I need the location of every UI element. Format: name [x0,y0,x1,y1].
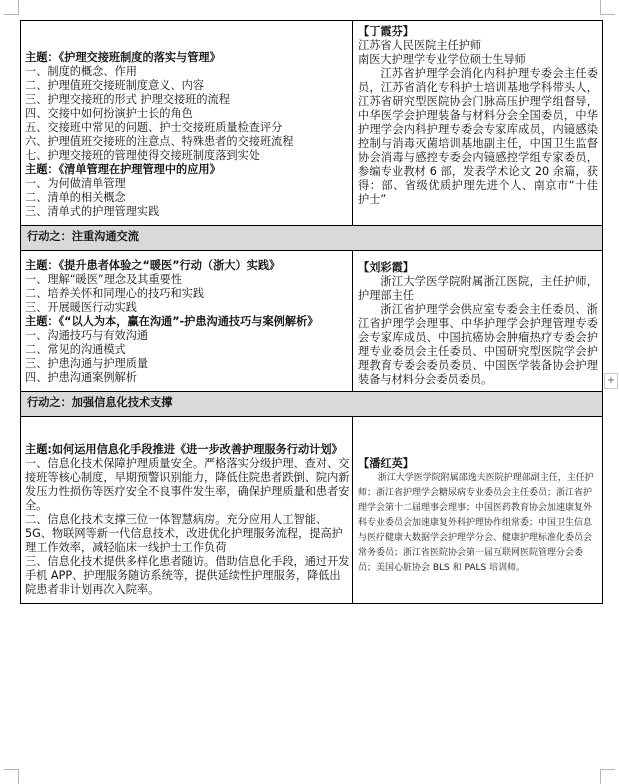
topic-item: 一、为何做清单管理 [25,177,126,190]
topic-item: 二、信息化技术支撑三位一体智慧病房。充分应用人工智能、5G、物联网等新一代信息技术，改进优化护理服务流程，提高护理工作效率，减轻临床一线护士工作负荷 [25,513,343,554]
crop-mark-top-left [4,0,19,15]
topics-cell [21,21,353,226]
topic-item: 三、开展暖医行动实践 [25,301,137,314]
topic-item: 一、制度的概念、作用 [25,65,137,78]
topic-title: 主题:如何运用信息化手段推进《进一步改善护理服务行动计划》 [25,443,343,456]
section-bar [21,392,603,417]
add-column-handle[interactable]: + [604,373,618,389]
section-bar [21,226,603,251]
topic-item: 一、信息化技术保障护理质量安全。严格落实分级护理、查对、交接班等核心制度，早期预警识别能力，降低住院患者跌倒、院内新发压力性损伤等医疗安全不良事件发生率，确保护理质量和患者安全。 [25,457,350,512]
speaker-cell [353,417,603,604]
topic-title: 主题：《护理交接班制度的落实与管理》 [25,51,221,64]
section-row [21,251,603,392]
topic-item: 三、信息化技术提供多样化患者随访。借助信息化手段，通过开发手机 APP、护理服务随访系统等，提供延续性护理服务，降低出院患者非计划再次入院率。 [25,555,350,596]
speaker-bio: 浙江大学医学院附属浙江医院，主任护师，护理部主任 [358,275,598,302]
topics-cell [21,251,353,392]
speaker-title-line: 南医大护理学专业学位硕士生导师 [358,53,526,66]
topic-title: 主题：《清单管理在护理管理中的应用》 [25,163,221,176]
topic-item: 三、护患沟通与护理质量 [25,357,149,370]
speaker-bio: 江苏省护理学会消化内科护理专委会主任委员，江苏省消化专科护士培训基地学科带头人，江苏省研究型医院协会门脉高压护理学组督导，中华医学会护理装备与材料分会全国委员，中华护理学会内科护理专委会专家库成员，内镜感染控制与消毒灭菌培训基地副主任，中国卫生监督协会消毒与感控专委会内镜感控学组专家委员，参编专业教材 6 部，发表学术论文 20 余篇，获得：部、省级优质护理先进个人、南京市“十佳护士” [358,67,598,206]
topic-item: 七、护理交接班的管理使得交接班制度落到实处 [25,149,260,162]
topic-item: 三、清单式的护理管理实践 [25,205,160,218]
topic-item: 三、护理交接班的形式 护理交接班的流程 [25,93,230,106]
topic-item: 六、护理值班交接班的注意点、特殊患者的交接班流程 [25,135,294,148]
speaker-name: 【丁霞芬】 [358,25,414,38]
topic-title: 主题：《提升患者体验之“暖医”行动（浙大）实践》 [25,259,281,272]
topic-item: 二、常见的沟通模式 [25,343,126,356]
section-heading: 行动之：注重沟通交流 [21,226,603,251]
topic-item: 四、护患沟通案例解析 [25,371,137,384]
crop-mark-bottom-right [600,769,615,784]
speaker-cell [353,251,603,392]
speaker-title-line: 江苏省人民医院主任护师 [358,39,482,52]
section-row [21,417,603,604]
speaker-name: 【潘红英】 [358,457,414,470]
speaker-cell [353,21,603,226]
topic-item: 一、理解“暖医”理念及其重要性 [25,273,183,286]
section-heading: 行动之：加强信息化技术支撑 [21,392,603,417]
topic-item: 二、护理值班交接班制度意义、内容 [25,79,205,92]
speaker-bio-detail: 浙江省护理学会供应室专委会主任委员、浙江省护理学会理事、中华护理学会护理管理专委会专家库成员、中国抗癌协会肿瘤热疗专委会护理专业委员会主任委员、中国研究型医院学会护理教育专委会委员委员、中国医学装备协会护理装备与材料分会委员委员。 [358,303,598,386]
topic-item: 二、清单的相关概念 [25,191,126,204]
topic-item: 一、沟通技巧与有效沟通 [25,329,149,342]
crop-mark-top-right [600,0,615,15]
section-row [21,21,603,226]
schedule-table [20,20,603,604]
topic-item: 四、交接中如何扮演护士长的角色 [25,107,193,120]
topics-cell [21,417,353,604]
speaker-name: 【刘彩霞】 [358,261,414,274]
topic-item: 五、交接班中常见的问题、护士交接班质量检查评分 [25,121,283,134]
crop-mark-bottom-left [4,769,19,784]
topic-item: 二、培养关怀和同理心的技巧和实践 [25,287,205,300]
topic-title: 主题：《“以人为本，赢在沟通”-护患沟通技巧与案例解析》 [25,315,319,328]
speaker-bio: 浙江大学医学院附属邵逸夫医院护理部副主任，主任护师；浙江省护理学会糖尿病专业委员会主任委员；浙江省护理学会第十二届理事会理事；中国医药教育协会加速康复外科专业委员会加速康复外科护理协作组常委；中国卫生信息与医疗健康大数据学会护理学分会、健康护理标准化委员会常务委员；浙江省医院协会第一届互联网医院管理分会委员；美国心脏协会 BLS 和 PALS 培训师。 [358,473,594,573]
